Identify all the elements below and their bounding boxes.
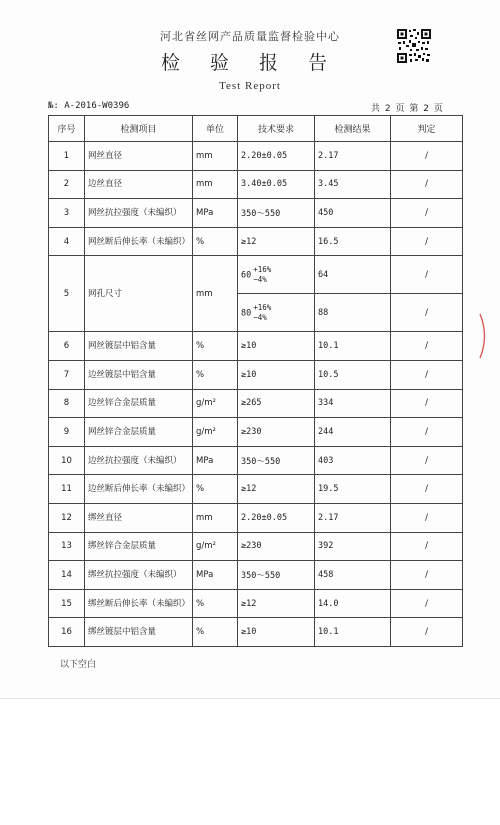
row-number: 10 <box>49 446 85 475</box>
row-requirement: 350～550 <box>238 446 315 475</box>
row-requirement: ≥12 <box>238 589 315 618</box>
row-unit: mm <box>193 503 238 532</box>
row-judgement: / <box>391 360 463 389</box>
row-unit: % <box>193 332 238 361</box>
row-number: 14 <box>49 561 85 590</box>
row-requirement: 350～550 <box>238 561 315 590</box>
table-row <box>49 227 463 256</box>
row-unit: MPa <box>193 199 238 228</box>
table-row <box>49 532 463 561</box>
row-result: 244 <box>315 418 391 447</box>
mesh-base-size: 60 <box>241 270 252 281</box>
page-total-prefix: 共 <box>371 104 381 114</box>
row-number: 2 <box>49 170 85 199</box>
row-result: 3.45 <box>315 170 391 199</box>
mesh-base-size: 80 <box>241 308 252 319</box>
page-total: 2 <box>384 104 391 114</box>
row-requirement: 350～550 <box>238 199 315 228</box>
header-result: 检测结果 <box>315 116 391 142</box>
row-requirement: ≥12 <box>238 475 315 504</box>
row-item: 绑丝锌合金层质量 <box>85 532 193 561</box>
row-judgement: / <box>391 170 463 199</box>
row-result: 334 <box>315 389 391 418</box>
row-number: 13 <box>49 532 85 561</box>
row-result: 450 <box>315 199 391 228</box>
row-number: 7 <box>49 360 85 389</box>
table-row <box>49 418 463 447</box>
row-judgement: / <box>391 389 463 418</box>
header-requirement: 技术要求 <box>238 116 315 142</box>
row-unit: % <box>193 227 238 256</box>
row-judgement: / <box>391 332 463 361</box>
row-requirement <box>238 294 315 332</box>
table-row <box>49 589 463 618</box>
row-result: 10.5 <box>315 360 391 389</box>
row-requirement <box>238 256 315 294</box>
row-item: 网丝直径 <box>85 142 193 171</box>
table-row <box>49 503 463 532</box>
row-judgement: / <box>391 446 463 475</box>
row-item: 绑丝镀层中铝含量 <box>85 618 193 647</box>
qr-code-icon <box>396 28 432 64</box>
row-unit: % <box>193 589 238 618</box>
row-result: 88 <box>315 294 391 332</box>
row-result: 392 <box>315 532 391 561</box>
table-row <box>49 332 463 361</box>
row-requirement: ≥230 <box>238 532 315 561</box>
row-item: 绑丝直径 <box>85 503 193 532</box>
red-seal-edge <box>476 312 490 360</box>
row-result: 16.5 <box>315 227 391 256</box>
row-result: 2.17 <box>315 142 391 171</box>
page-current: 2 <box>423 104 430 114</box>
table-row <box>49 446 463 475</box>
row-judgement: / <box>391 503 463 532</box>
row-unit: % <box>193 360 238 389</box>
row-number: 8 <box>49 389 85 418</box>
header-unit: 单位 <box>193 116 238 142</box>
row-requirement: ≥10 <box>238 360 315 389</box>
row-number: 11 <box>49 475 85 504</box>
row-judgement: / <box>391 142 463 171</box>
row-judgement: / <box>391 199 463 228</box>
row-judgement: / <box>391 561 463 590</box>
tolerance-minus: −4% <box>253 274 267 284</box>
table-row <box>49 360 463 389</box>
row-requirement: 3.40±0.05 <box>238 170 315 199</box>
row-judgement: / <box>391 418 463 447</box>
tolerance-plus: +16% <box>253 302 272 312</box>
row-unit: MPa <box>193 446 238 475</box>
report-number: №: A-2016-W0396 <box>48 101 130 111</box>
page-indicator <box>370 101 444 114</box>
row-item: 边丝直径 <box>85 170 193 199</box>
row-judgement: / <box>391 294 463 332</box>
row-requirement: ≥10 <box>238 332 315 361</box>
row-number: 12 <box>49 503 85 532</box>
table-row <box>49 389 463 418</box>
tolerance <box>253 265 271 285</box>
row-item: 网丝断后伸长率（未编织） <box>85 227 193 256</box>
row-requirement: ≥265 <box>238 389 315 418</box>
row-item: 网孔尺寸 <box>85 256 193 332</box>
header-judgement: 判定 <box>391 116 463 142</box>
row-judgement: / <box>391 532 463 561</box>
row-number: 15 <box>49 589 85 618</box>
test-results-table <box>48 115 463 647</box>
row-result: 10.1 <box>315 332 391 361</box>
row-number: 4 <box>49 227 85 256</box>
row-unit: mm <box>193 142 238 171</box>
mesh-size-subrow <box>49 256 463 294</box>
row-requirement: ≥12 <box>238 227 315 256</box>
tolerance-plus: +16% <box>253 264 272 274</box>
row-number: 5 <box>49 256 85 332</box>
row-item: 边丝抗拉强度（未编织） <box>85 446 193 475</box>
issuing-organization: 河北省丝网产品质量监督检验中心 <box>160 30 340 43</box>
row-unit: % <box>193 618 238 647</box>
row-item: 网丝镀层中铝含量 <box>85 332 193 361</box>
row-item: 边丝镀层中铝含量 <box>85 360 193 389</box>
row-requirement: ≥230 <box>238 418 315 447</box>
table-row <box>49 142 463 171</box>
table-row <box>49 618 463 647</box>
row-requirement: 2.20±0.05 <box>238 142 315 171</box>
row-result: 19.5 <box>315 475 391 504</box>
row-judgement: / <box>391 256 463 294</box>
row-item: 边丝断后伸长率（未编织） <box>85 475 193 504</box>
row-result: 10.1 <box>315 618 391 647</box>
row-judgement: / <box>391 475 463 504</box>
row-item: 边丝锌合金层质量 <box>85 389 193 418</box>
row-requirement: ≥10 <box>238 618 315 647</box>
row-item: 绑丝断后伸长率（未编织） <box>85 589 193 618</box>
row-judgement: / <box>391 227 463 256</box>
row-unit: g/m² <box>193 532 238 561</box>
tolerance <box>253 303 271 323</box>
row-judgement: / <box>391 589 463 618</box>
table-header-row <box>49 116 463 142</box>
row-unit: % <box>193 475 238 504</box>
page-current-prefix: 第 <box>409 104 419 114</box>
table-row <box>49 170 463 199</box>
row-item: 绑丝抗拉强度（未编织） <box>85 561 193 590</box>
table-row <box>49 475 463 504</box>
tolerance-minus: −4% <box>253 312 267 322</box>
report-title-en: Test Report <box>219 80 281 92</box>
row-result: 64 <box>315 256 391 294</box>
header-no: 序号 <box>49 116 85 142</box>
page-current-unit: 页 <box>433 104 443 114</box>
table-row <box>49 561 463 590</box>
header-item: 检测项目 <box>85 116 193 142</box>
row-unit: g/m² <box>193 389 238 418</box>
row-unit: MPa <box>193 561 238 590</box>
row-unit: g/m² <box>193 418 238 447</box>
row-requirement: 2.20±0.05 <box>238 503 315 532</box>
row-number: 6 <box>49 332 85 361</box>
row-result: 458 <box>315 561 391 590</box>
table-row <box>49 199 463 228</box>
row-unit: mm <box>193 170 238 199</box>
row-item: 网丝抗拉强度（未编织） <box>85 199 193 228</box>
row-number: 3 <box>49 199 85 228</box>
row-judgement: / <box>391 618 463 647</box>
row-number: 9 <box>49 418 85 447</box>
row-item: 网丝锌合金层质量 <box>85 418 193 447</box>
row-result: 2.17 <box>315 503 391 532</box>
row-number: 16 <box>49 618 85 647</box>
report-title-zh: 检 验 报 告 <box>160 52 340 74</box>
page-unit: 页 <box>395 104 405 114</box>
row-result: 14.0 <box>315 589 391 618</box>
blank-below-note: 以下空白 <box>60 660 97 670</box>
row-result: 403 <box>315 446 391 475</box>
row-number: 1 <box>49 142 85 171</box>
row-unit: mm <box>193 256 238 332</box>
